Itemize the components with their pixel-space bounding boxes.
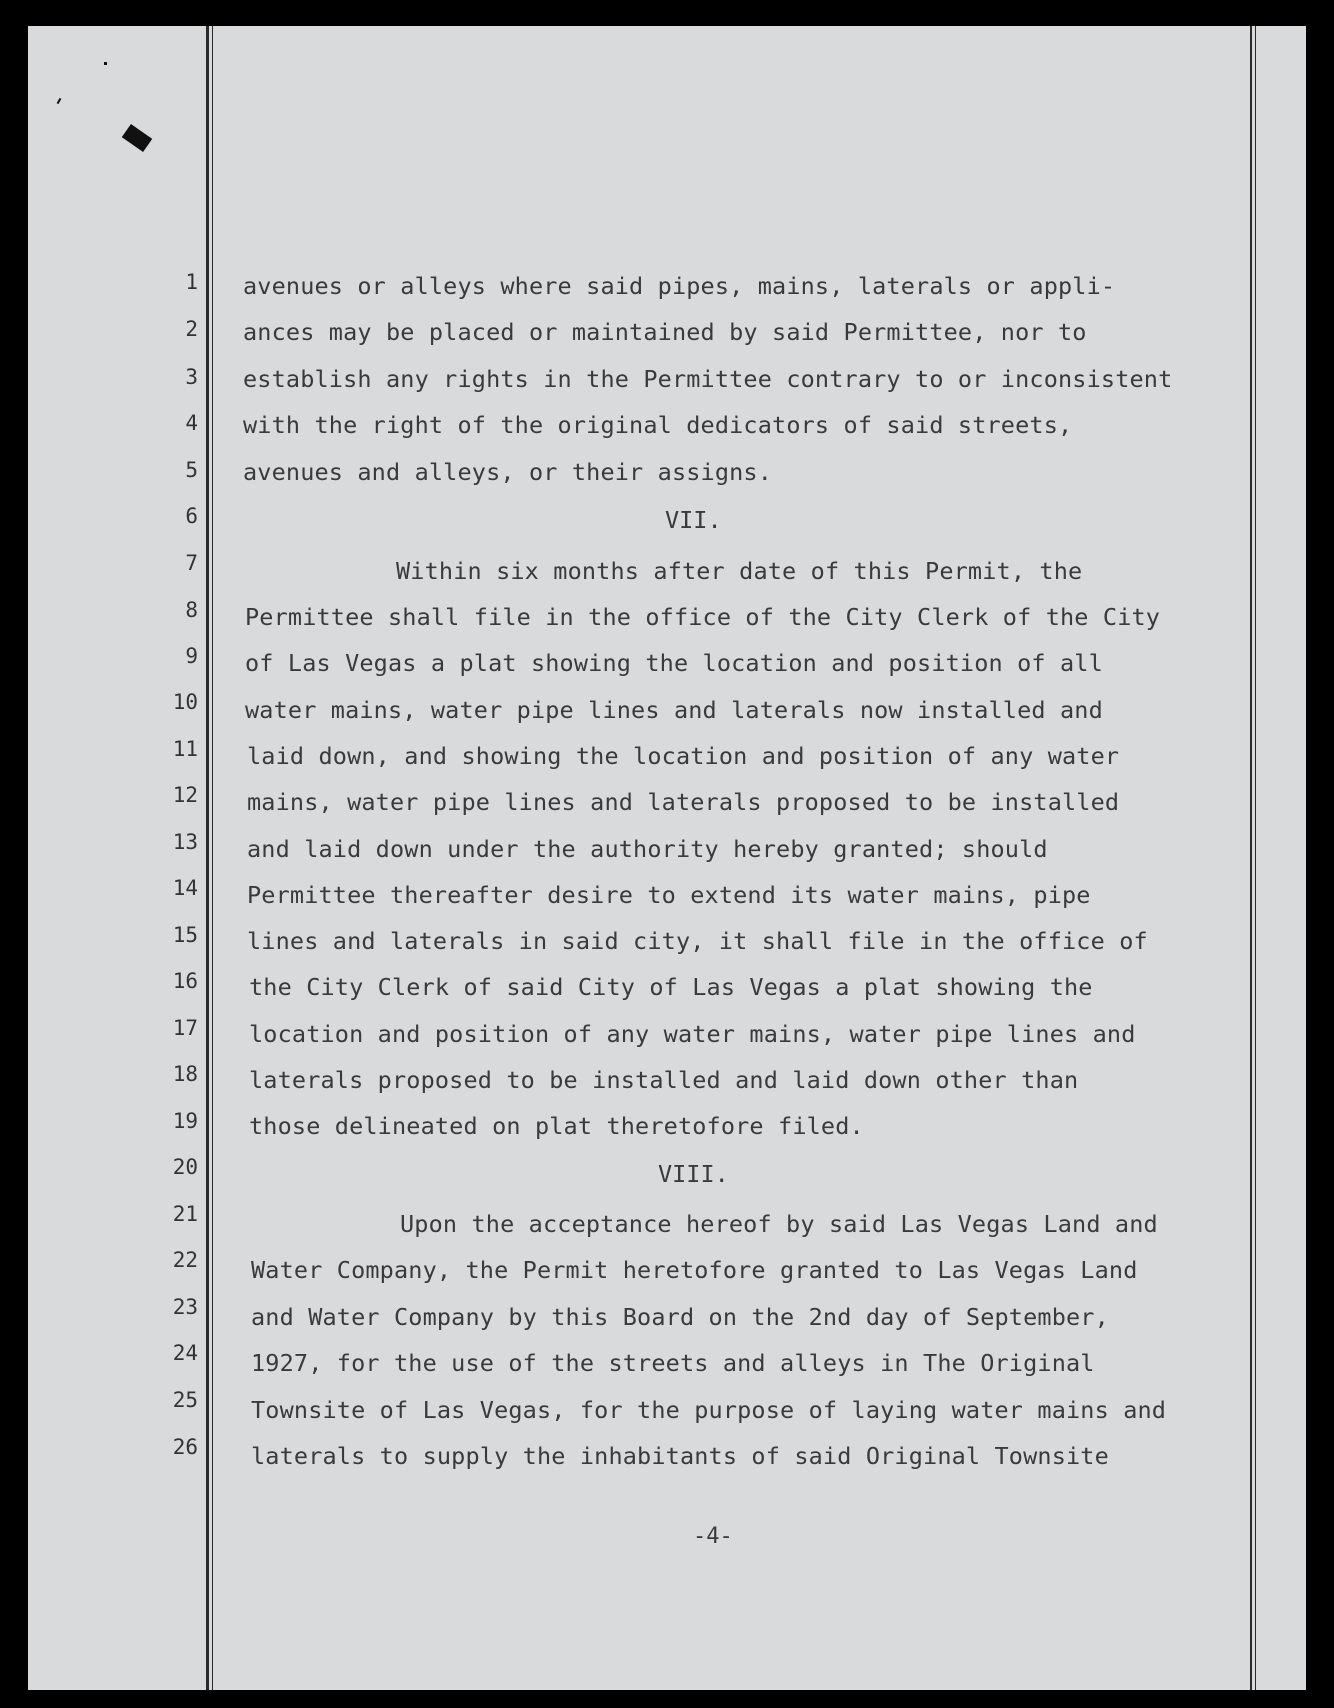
line-number: 5 — [185, 458, 198, 482]
text-line: Within six months after date of this Permit, the — [396, 557, 1083, 585]
text-line: Permittee thereafter desire to extend its water mains, pipe — [247, 881, 1091, 909]
line-number: 2 — [185, 317, 198, 341]
line-number: 23 — [172, 1295, 198, 1319]
text-line: Water Company, the Permit heretofore granted to Las Vegas Land — [251, 1256, 1138, 1284]
text-line: those delineated on plat theretofore filed. — [249, 1112, 864, 1140]
dot-mark — [57, 98, 62, 104]
text-line: of Las Vegas a plat showing the location and position of all — [245, 649, 1103, 677]
text-line: with the right of the original dedicators of said streets, — [243, 411, 1073, 439]
line-number: 10 — [172, 690, 198, 714]
text-line: and Water Company by this Board on the 2nd day of September, — [251, 1303, 1109, 1331]
line-number: 9 — [185, 644, 198, 668]
clip-mark — [122, 124, 152, 152]
page-number: -4- — [693, 1524, 733, 1549]
text-line: Permittee shall file in the office of the City Clerk of the City — [245, 603, 1161, 631]
text-line: Upon the acceptance hereof by said Las Vegas Land and — [400, 1210, 1158, 1238]
line-number: 22 — [172, 1248, 198, 1272]
line-number: 6 — [185, 504, 198, 528]
left-margin-rule — [206, 26, 209, 1690]
section-heading: VII. — [665, 506, 722, 534]
text-line: laterals proposed to be installed and laid down other than — [249, 1066, 1079, 1094]
line-number: 3 — [185, 365, 198, 389]
line-number: 1 — [185, 270, 198, 294]
line-number: 11 — [172, 737, 198, 761]
line-number: 25 — [172, 1388, 198, 1412]
text-line: Townsite of Las Vegas, for the purpose of laying water mains and — [251, 1396, 1167, 1424]
dot-mark — [104, 62, 107, 65]
text-line: location and position of any water mains, water pipe lines and — [249, 1020, 1136, 1048]
line-number: 20 — [172, 1155, 198, 1179]
text-line: and laid down under the authority hereby granted; should — [247, 835, 1048, 863]
right-margin-rule-inner — [1255, 26, 1256, 1690]
text-line: water mains, water pipe lines and laterals now installed and — [245, 696, 1103, 724]
text-line: avenues or alleys where said pipes, mains, laterals or appli- — [243, 272, 1116, 300]
text-line: avenues and alleys, or their assigns. — [243, 458, 773, 486]
line-number: 4 — [185, 411, 198, 435]
left-margin-rule-inner — [212, 26, 213, 1690]
document-page — [28, 26, 1306, 1690]
line-number: 13 — [172, 830, 198, 854]
line-number: 7 — [185, 551, 198, 575]
line-number: 17 — [172, 1016, 198, 1040]
line-number: 15 — [172, 923, 198, 947]
text-line: mains, water pipe lines and laterals proposed to be installed — [247, 788, 1120, 816]
text-line: laterals to supply the inhabitants of said Original Townsite — [251, 1442, 1109, 1470]
line-number: 19 — [172, 1109, 198, 1133]
line-number: 8 — [185, 598, 198, 622]
line-number: 16 — [172, 969, 198, 993]
text-line: 1927, for the use of the streets and alleys in The Original — [251, 1349, 1095, 1377]
section-heading: VIII. — [658, 1160, 729, 1188]
text-line: ances may be placed or maintained by said Permittee, nor to — [243, 318, 1087, 346]
line-number: 18 — [172, 1062, 198, 1086]
line-number: 21 — [172, 1202, 198, 1226]
text-line: establish any rights in the Permittee contrary to or inconsistent — [243, 365, 1173, 393]
line-number: 12 — [172, 783, 198, 807]
text-line: the City Clerk of said City of Las Vegas a plat showing the — [249, 973, 1093, 1001]
text-line: lines and laterals in said city, it shall file in the office of — [247, 927, 1148, 955]
text-line: laid down, and showing the location and position of any water — [247, 742, 1120, 770]
right-margin-rule — [1250, 26, 1252, 1690]
line-number: 26 — [172, 1435, 198, 1459]
line-number: 24 — [172, 1341, 198, 1365]
line-number: 14 — [172, 876, 198, 900]
